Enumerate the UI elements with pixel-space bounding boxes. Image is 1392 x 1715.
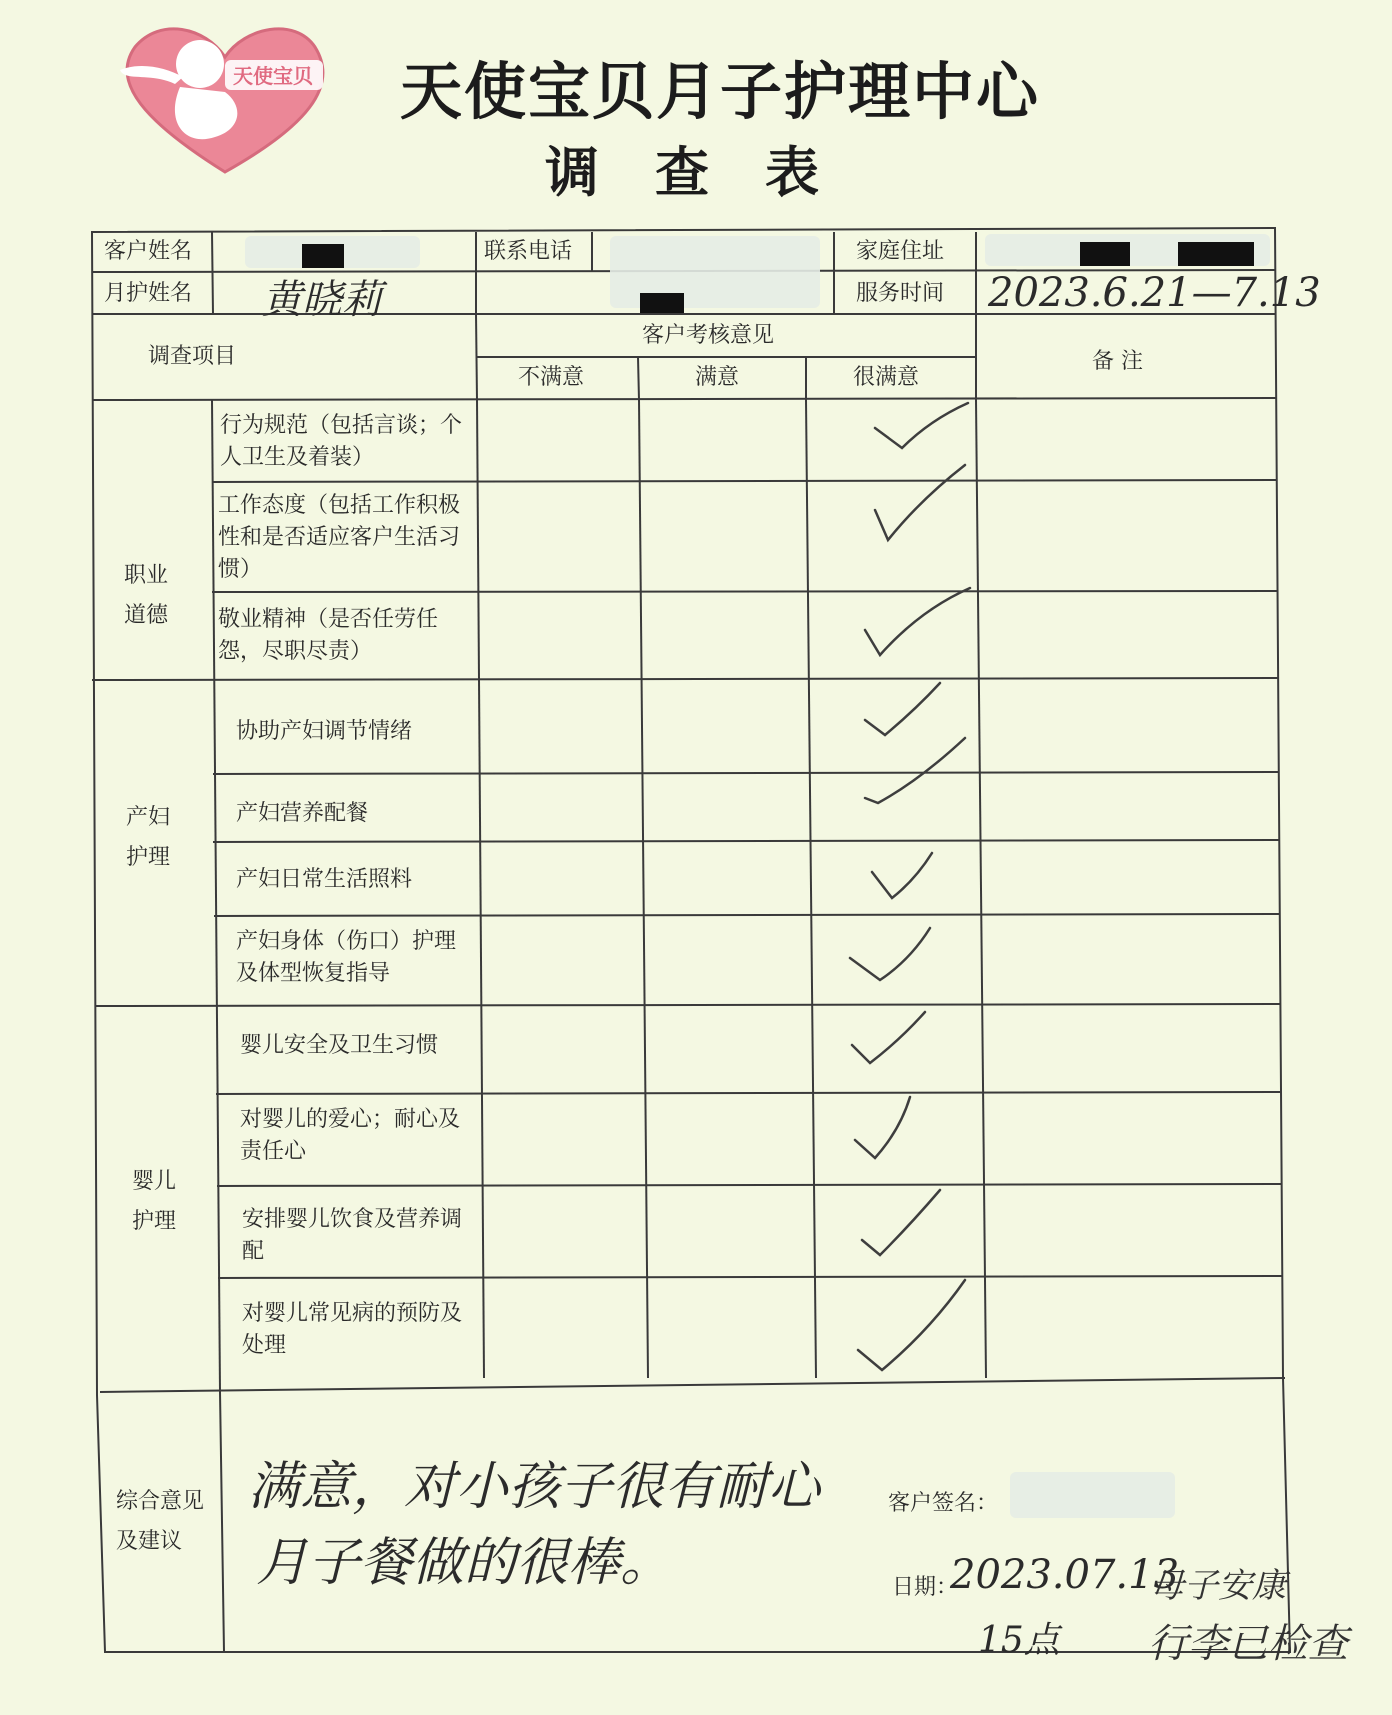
survey-item-header: 调查项目 <box>148 344 237 369</box>
col-unsatisfied: 不满意 <box>518 365 585 390</box>
group-baby-care: 婴儿 护理 <box>132 1169 177 1234</box>
redaction-block <box>1178 242 1254 266</box>
summary-label: 综合意见及建议 <box>116 1489 205 1554</box>
redaction-block <box>1080 242 1130 266</box>
note-line1: 母子安康 <box>1150 1566 1286 1606</box>
signature-label: 客户签名： <box>888 1491 999 1516</box>
item-nutrition-meals: 产妇营养配餐 <box>236 801 369 826</box>
opinion-header: 客户考核意见 <box>642 323 775 348</box>
item-baby-love: 对婴儿的爱心；耐心及责任心 <box>240 1107 461 1164</box>
date-value: 2023.07.13 <box>950 1552 1180 1598</box>
item-emotion-support: 协助产妇调节情绪 <box>236 719 413 744</box>
page-title: 天使宝贝月子护理中心 <box>400 55 1041 128</box>
service-time-value: 2023.6.21—7.13 <box>988 270 1321 316</box>
phone-label: 联系电话 <box>484 239 573 264</box>
redaction-block <box>302 244 344 268</box>
time-value: 15点 <box>978 1620 1060 1661</box>
col-satisfied: 满意 <box>695 365 740 390</box>
group-mother-care: 产妇 护理 <box>126 805 171 870</box>
col-very-satisfied: 很满意 <box>853 365 920 390</box>
page-subtitle: 调查表 <box>545 141 875 204</box>
customer-name-label: 客户姓名 <box>104 239 193 264</box>
item-baby-safety: 婴儿安全及卫生习惯 <box>240 1033 439 1058</box>
note-line2: 行李已检查 <box>1148 1621 1348 1667</box>
item-daily-care: 产妇日常生活照料 <box>236 867 413 892</box>
summary-comment-line1: 满意，对小孩子很有耐心 <box>248 1457 821 1517</box>
nurse-name-label: 月护姓名 <box>104 281 193 306</box>
svg-text:天使宝贝: 天使宝贝 <box>233 64 313 88</box>
redacted-signature <box>1010 1472 1175 1518</box>
item-work-attitude: 工作态度（包括工作积极性和是否适应客户生活习惯） <box>218 493 461 582</box>
address-label: 家庭住址 <box>856 239 945 264</box>
service-time-label: 服务时间 <box>856 281 945 306</box>
item-behavior: 行为规范（包括言谈；个人卫生及着装） <box>220 413 463 470</box>
item-baby-illness: 对婴儿常见病的预防及处理 <box>242 1301 463 1358</box>
remark-header: 备 注 <box>1092 349 1143 374</box>
summary-comment-line2: 月子餐做的很棒。 <box>256 1533 673 1593</box>
item-recovery-guidance: 产妇身体（伤口）护理及体型恢复指导 <box>236 929 457 986</box>
group-professional-ethics: 职业 道德 <box>124 563 169 628</box>
item-baby-diet: 安排婴儿饮食及营养调配 <box>242 1207 463 1264</box>
redaction-block <box>640 293 684 313</box>
nurse-name-value: 黄晓莉 <box>262 277 382 323</box>
item-dedication: 敬业精神（是否任劳任怨，尽职尽责） <box>218 607 439 664</box>
date-label: 日期： <box>892 1575 959 1600</box>
